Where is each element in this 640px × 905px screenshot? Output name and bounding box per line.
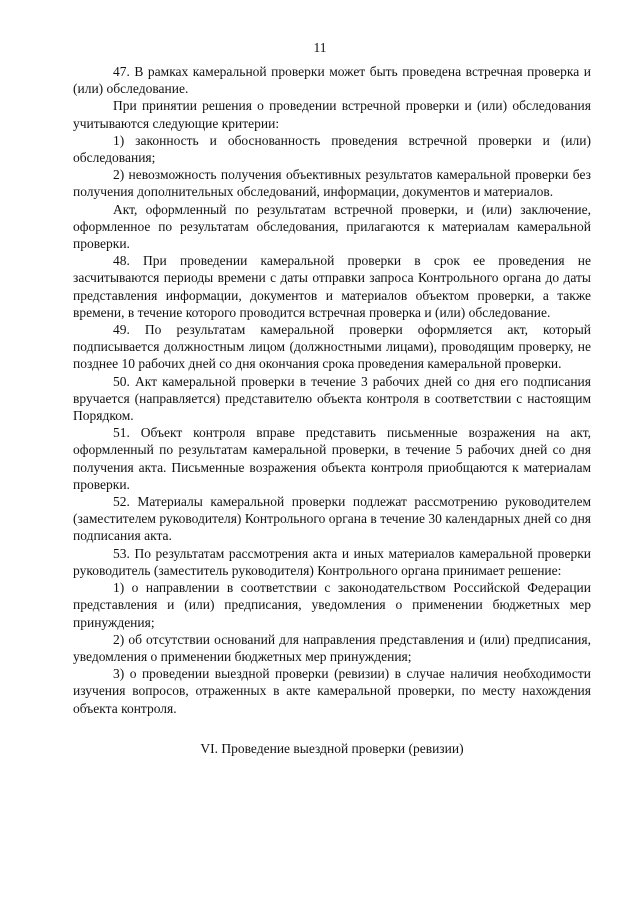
paragraph-49: 49. По результатам камеральной проверки оформляется акт, который подписывается должностным лицом (должностными лицами), проводящим проверку, не позднее 10 рабочих дней со дня окончания срока проведения камеральной проверки.: [73, 322, 591, 372]
paragraph-48: 48. При проведении камеральной проверки в срок ее проведения не засчитываются периоды времени с даты отправки запроса Контрольного органа до даты представления информации, документов и материалов объектом проверки, а также времени, в течение которого проводится встречная проверка и (или) обследование.: [73, 253, 591, 320]
paragraph-52: 52. Материалы камеральной проверки подлежат рассмотрению руководителем (заместителем руководителя) Контрольного органа в течение 30 календарных дней со дня подписания акта.: [73, 494, 591, 544]
page-number: 11: [313, 40, 327, 55]
document-body: [73, 63, 591, 757]
paragraph-criteria-intro: При принятии решения о проведении встречной проверки и (или) обследования учитываются следующие критерии:: [73, 98, 591, 131]
paragraph-47: 47. В рамках камеральной проверки может быть проведена встречная проверка и (или) обследование.: [73, 64, 591, 97]
criteria-item-1: 1) законность и обоснованность проведения встречной проверки и (или) обследования;: [73, 132, 591, 166]
decision-item-1: 1) о направлении в соответствии с законодательством Российской Федерации представления и (или) предписания, уведомления о применении бюджетных мер принуждения;: [73, 580, 591, 630]
paragraph-53: 53. По результатам рассмотрения акта и иных материалов камеральной проверки руководитель (заместитель руководителя) Контрольного органа принимает решение:: [73, 545, 591, 578]
decision-item-3: 3) о проведении выездной проверки (ревизии) в случае наличия необходимости изучения вопросов, отраженных в акте камеральной проверки, по месту нахождения объекта контроля.: [73, 666, 591, 716]
paragraph-act-attachment: Акт, оформленный по результатам встречной проверки, и (или) заключение, оформленное по результатам обследования, прилагаются к материалам камеральной проверки.: [73, 201, 591, 252]
decision-item-2: 2) об отсутствии оснований для направления представления и (или) предписания, уведомления о применении бюджетных мер принуждения;: [73, 631, 591, 664]
paragraph-51: 51. Объект контроля вправе представить письменные возражения на акт, оформленный по результатам камеральной проверки, в течение 5 рабочих дней со дня получения акта. Письменные возражения объекта контроля приобщаются к материалам проверки.: [73, 425, 591, 492]
criteria-item-2: 2) невозможность получения объективных результатов камеральной проверки без получения дополнительных обследований, информации, документов и материалов.: [73, 167, 591, 200]
paragraph-50: 50. Акт камеральной проверки в течение 3 рабочих дней со дня его подписания вручается (направляется) представителю объекта контроля в соответствии с настоящим Порядком.: [73, 373, 591, 424]
section-heading: VI. Проведение выездной проверки (ревизии): [200, 740, 464, 756]
